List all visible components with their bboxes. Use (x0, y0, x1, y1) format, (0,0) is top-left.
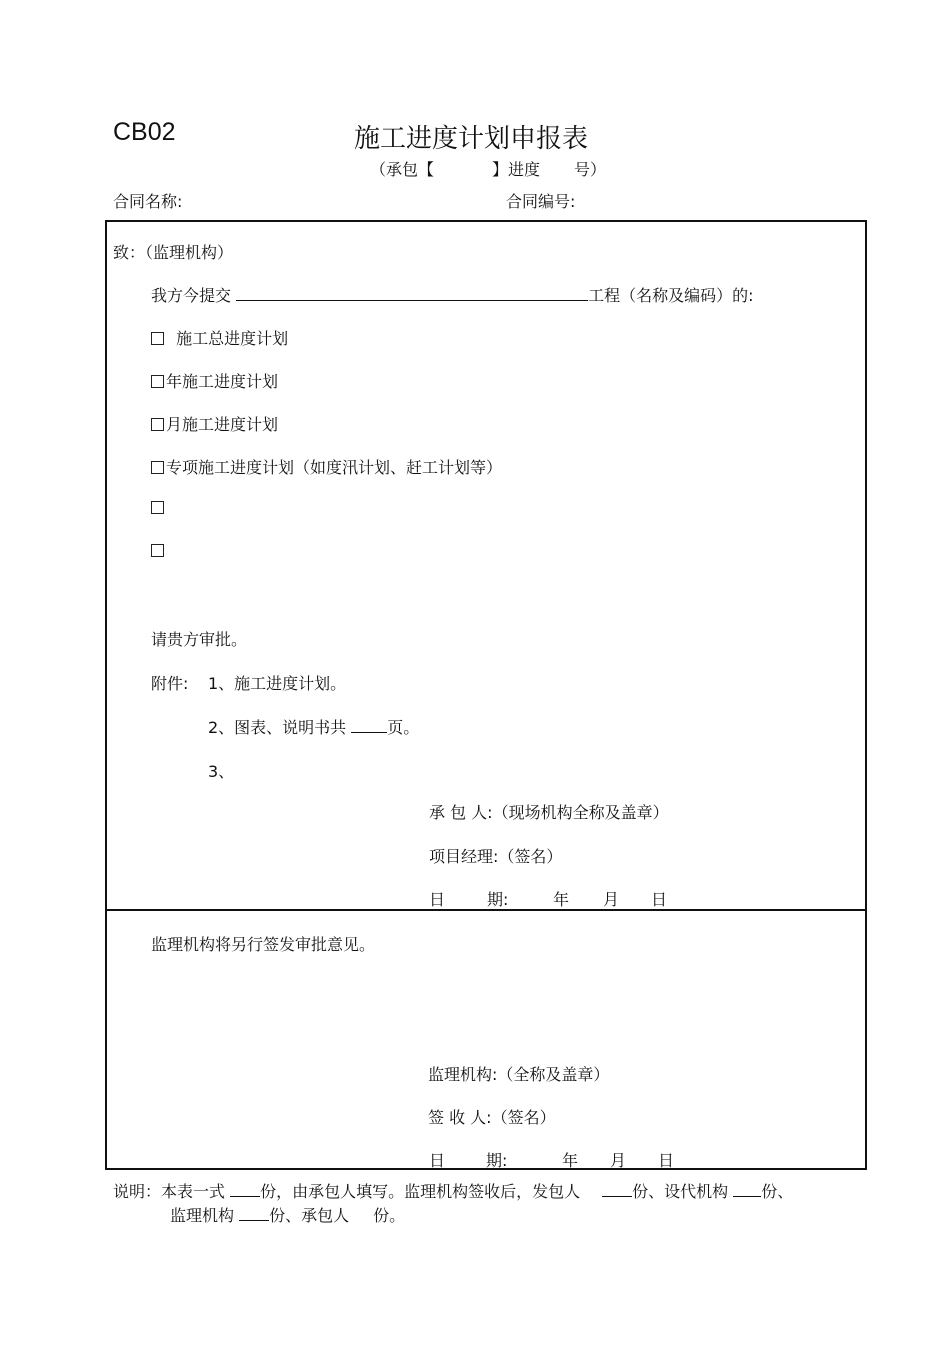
copies-total-field[interactable] (230, 1182, 260, 1197)
attachment-3: 3、 (208, 762, 235, 781)
project-manager-label: 项目经理:（签名） (429, 847, 563, 866)
copies-owner-field[interactable] (602, 1182, 632, 1197)
attachment-2 (208, 715, 419, 738)
attachment-label: 附件: (151, 674, 189, 693)
form-title: 施工进度计划申报表 (354, 124, 589, 154)
contract-name-label: 合同名称: (113, 192, 183, 211)
date-day: 日 (651, 890, 668, 909)
form-code: CB02 (113, 118, 176, 146)
attachment-1: 1、施工进度计划。 (208, 674, 347, 693)
request-text: 请贵方审批。 (151, 630, 248, 649)
page-count-field[interactable] (351, 718, 387, 733)
checkbox-icon[interactable] (151, 418, 164, 431)
option-label: 年施工进度计划 (166, 372, 279, 391)
note-part: 监理机构 (170, 1206, 235, 1225)
footer-note-line2 (170, 1203, 405, 1226)
attachment-2-prefix: 2、图表、说明书共 (208, 718, 347, 737)
submit-suffix: 工程（名称及编码）的: (588, 286, 754, 305)
addressee-label: 致：（监理机构） (113, 243, 234, 262)
option-special-plan[interactable] (151, 455, 502, 478)
option-label: 专项施工进度计划（如度汛计划、赶工计划等） (166, 458, 503, 477)
note-part: 份，由承包人填写。监理机构签收后，发包人 (260, 1182, 581, 1201)
date-month: 月 (610, 1151, 627, 1170)
note-part: 份、设代机构 (632, 1182, 729, 1201)
notice-text: 监理机构将另行签发审批意见。 (151, 935, 376, 954)
attachment-2-suffix: 页。 (387, 718, 420, 737)
form-subtitle (370, 157, 606, 180)
checkbox-icon[interactable] (151, 375, 164, 388)
option-blank-1[interactable] (151, 498, 166, 517)
checkbox-icon[interactable] (151, 332, 164, 345)
contract-no-label: 合同编号: (506, 192, 576, 211)
checkbox-icon[interactable] (151, 544, 164, 557)
receiver-label: 签 收 人:（签名） (428, 1108, 556, 1127)
option-blank-2[interactable] (151, 541, 166, 560)
note-part: 份。 (373, 1206, 406, 1225)
date-day: 日 (658, 1151, 675, 1170)
option-label: 施工总进度计划 (176, 329, 289, 348)
subtitle-close: 号） (574, 160, 607, 179)
note-part: 份、承包人 (269, 1206, 350, 1225)
date-label-suffix: 期: (487, 890, 509, 909)
date-year: 年 (553, 890, 570, 909)
contractor-label: 承 包 人:（现场机构全称及盖章） (429, 803, 669, 822)
note-part: 说明：本表一式 (113, 1182, 226, 1201)
note-part: 份、 (761, 1182, 794, 1201)
project-name-field[interactable] (236, 286, 588, 301)
date-year: 年 (562, 1151, 579, 1170)
option-annual-plan[interactable] (151, 369, 278, 392)
date-label: 日 (429, 1151, 446, 1170)
copies-supervisor-field[interactable] (239, 1206, 269, 1221)
option-label: 月施工进度计划 (166, 415, 279, 434)
submit-line (151, 283, 754, 306)
date-label: 日 (429, 890, 446, 909)
option-total-plan[interactable] (151, 326, 288, 349)
footer-note-line1 (113, 1179, 793, 1202)
subtitle-open: （承包【 (370, 160, 435, 179)
date-month: 月 (603, 890, 620, 909)
checkbox-icon[interactable] (151, 461, 164, 474)
supervisor-label: 监理机构:（全称及盖章） (428, 1065, 610, 1084)
subtitle-mid: 】进度 (492, 160, 541, 179)
checkbox-icon[interactable] (151, 501, 164, 514)
copies-design-field[interactable] (733, 1182, 761, 1197)
date-label-suffix: 期: (486, 1151, 508, 1170)
option-monthly-plan[interactable] (151, 412, 278, 435)
submit-prefix: 我方今提交 (151, 286, 232, 305)
